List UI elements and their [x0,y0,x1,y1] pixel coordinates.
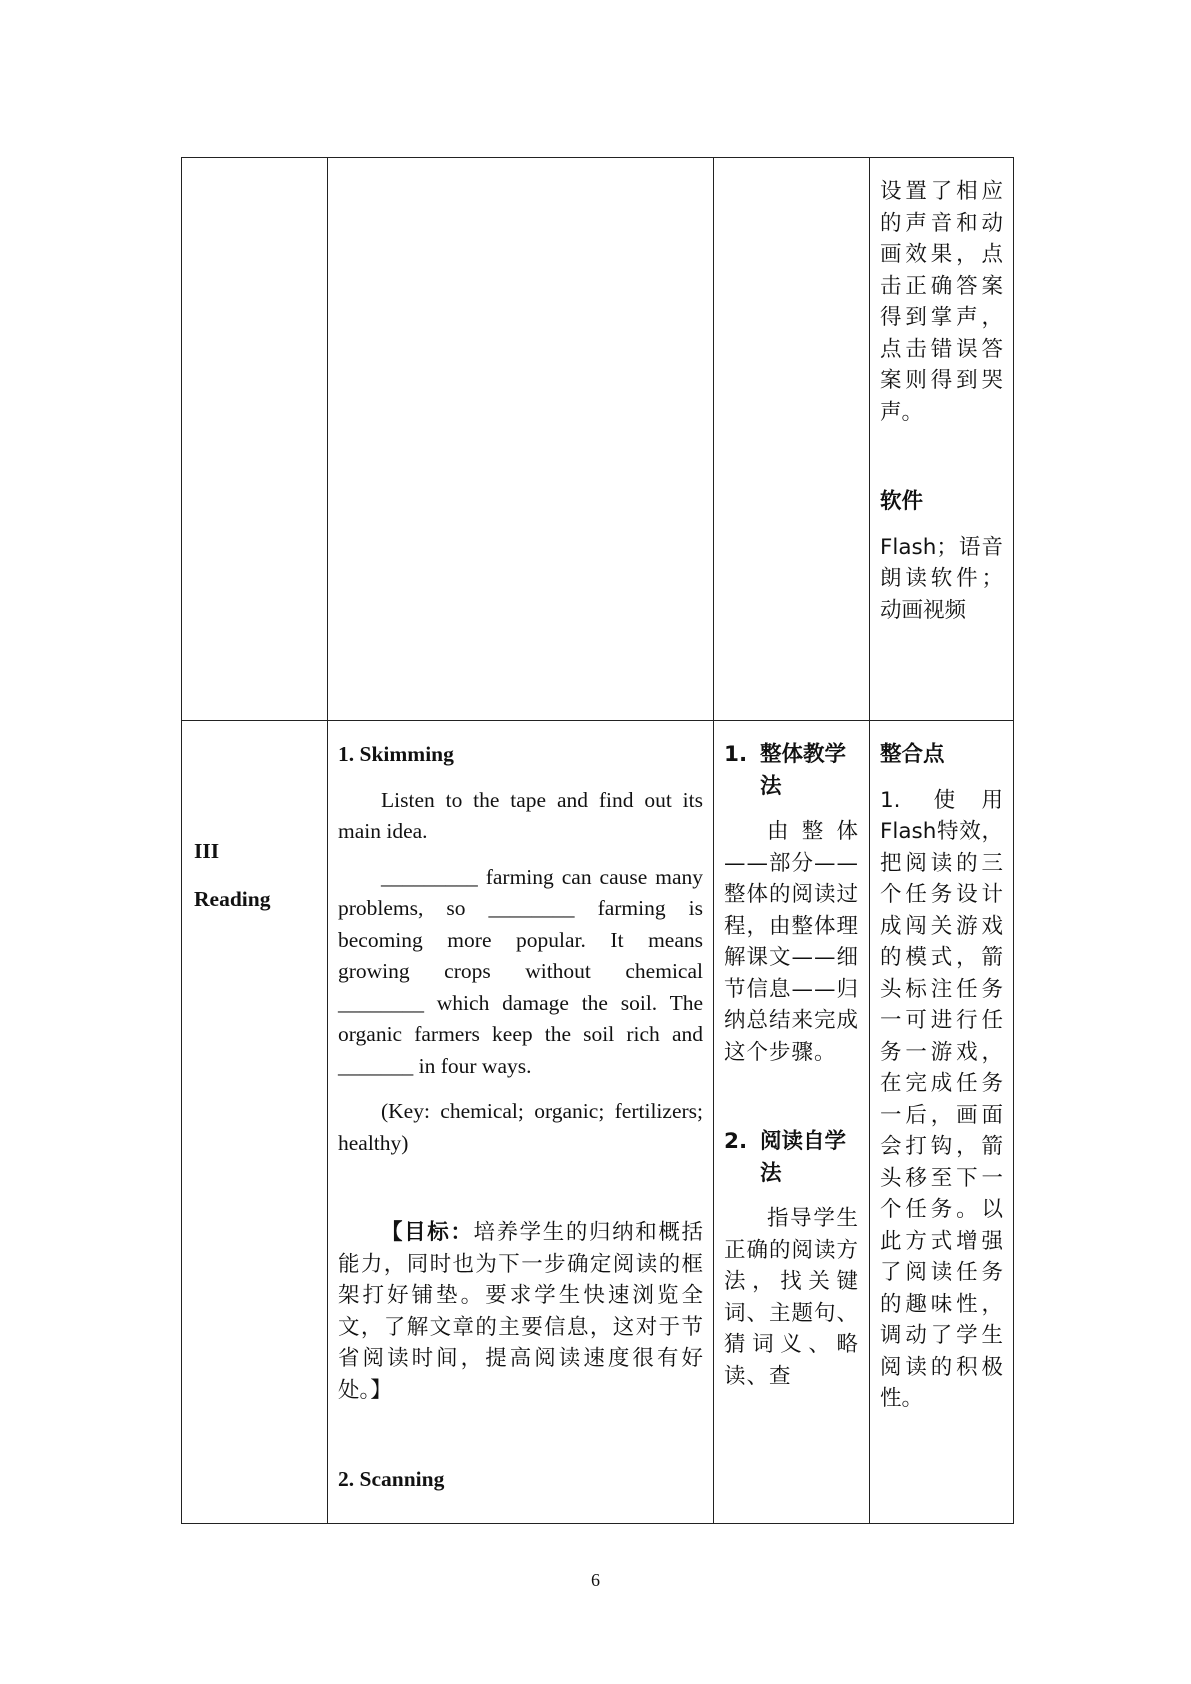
method-2-number: 2. [724,1129,748,1154]
integration-description: 1. 使用Flash特效，把阅读的三个任务设计成闯关游戏的模式，箭头标注任务一可进行任务一游戏，在完成任务一后，画面会打钩，箭头移至下一个任务。以此方式增强了阅读任务的趣味性，调动了学生阅读的积极性。 [880,787,1003,1411]
content-cell [328,721,714,1524]
method-cell-empty [714,158,870,721]
skimming-instruction: Listen to the tape and find out its main idea. [338,787,703,843]
skimming-heading: 1. Skimming [338,742,454,766]
method-1-name: 整体教学法 [760,742,847,799]
resource-effects-text: 设置了相应的声音和动画效果，点击正确答案得到掌声，点击错误答案则得到哭声。 [880,179,1003,425]
integration-cell [870,721,1014,1524]
scanning-heading: 2. Scanning [338,1467,445,1491]
resource-cell [870,158,1014,721]
cloze-passage: _________ farming can cause many problems, so ________ farming is becoming more popular. It means growing crops without chemical ________ which damage the soil. The organic farmers keep the soil rich and _______ in four ways. [338,864,703,1078]
lesson-plan-table [181,157,1014,1524]
table-row [182,158,1014,721]
method-1-number: 1. [724,742,748,767]
table-row [182,721,1014,1524]
answer-key: (Key: chemical; organic; fertilizers; healthy) [338,1099,703,1155]
method-2-description: 指导学生正确的阅读方法，找关键词、主题句、猜词义、略读、查 [724,1206,860,1389]
page-number: 6 [591,1570,600,1590]
content-cell-empty [328,158,714,721]
method-2-title [724,1126,859,1189]
method-1-description: 由整体——部分——整体的阅读过程，由整体理解课文——细节信息——归纳总结来完成这个步骤。 [724,819,860,1065]
method-2-name: 阅读自学法 [760,1129,847,1186]
method-cell [714,721,870,1524]
stage-cell-empty [182,158,328,721]
stage-number: III [194,839,220,863]
stage-title: Reading [194,887,271,911]
stage-cell [182,721,328,1524]
goal-paragraph [338,1217,703,1406]
software-list: Flash；语音朗读软件；动画视频 [880,534,1003,623]
method-1-title [724,739,859,802]
software-heading: 软件 [880,489,924,514]
integration-heading: 整合点 [880,742,945,767]
goal-text: 培养学生的归纳和概括能力，同时也为下一步确定阅读的框架打好铺垫。要求学生快速浏览全文，了解文章的主要信息，这对于节省阅读时间，提高阅读速度很有好处。】 [338,1220,703,1403]
goal-label: 【目标： [381,1220,474,1245]
